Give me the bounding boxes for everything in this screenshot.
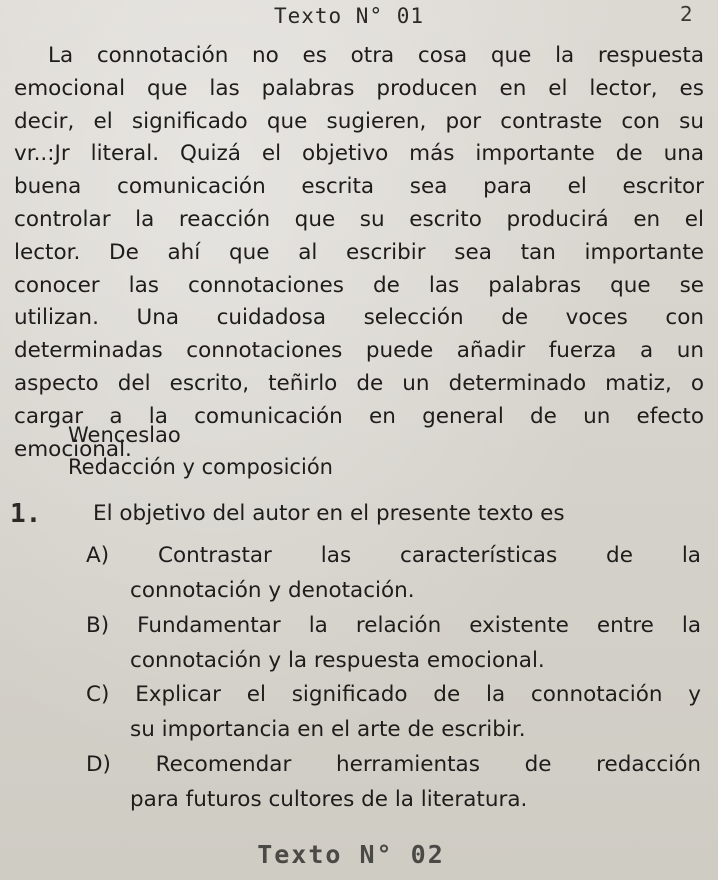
- reading-passage: [14, 40, 704, 466]
- option-d[interactable]: [86, 747, 701, 817]
- passage-line: decir, el significado que sugieren, por contraste con su: [14, 108, 704, 134]
- option-c-line-2: su importancia en el arte de escribir.: [130, 717, 526, 742]
- option-a-line-1: A) Contrastar las características de la: [86, 543, 701, 568]
- passage-line: La connotación no es otra cosa que la respuesta: [48, 43, 704, 68]
- source-author: Wenceslao: [68, 423, 181, 447]
- passage-line: emocional.: [14, 436, 132, 462]
- passage-line: cargar a la comunicación en general de un efecto: [14, 403, 704, 429]
- passage-line: emocional que las palabras producen en el lector, es: [14, 75, 704, 101]
- text-1-heading: Texto N° 01: [273, 4, 425, 28]
- option-b-line-2: connotación y la respuesta emocional.: [130, 648, 545, 673]
- question-number: 1.: [10, 499, 42, 529]
- passage-line: determinadas connotaciones puede añadir fuerza a un: [14, 338, 704, 364]
- option-a-line-2: connotación y denotación.: [130, 578, 415, 603]
- passage-line: lector. De ahí que al escribir sea tan importante: [14, 239, 704, 265]
- passage-line: utilizan. Una cuidadosa selección de voces con: [14, 305, 704, 331]
- option-d-line-1: D) Recomendar herramientas de redacción: [86, 752, 701, 777]
- option-a[interactable]: [86, 538, 701, 608]
- question-stem: El objetivo del autor en el presente texto es: [93, 501, 565, 526]
- option-b[interactable]: [86, 608, 701, 678]
- passage-line: conocer las connotaciones de las palabras que se: [14, 272, 704, 298]
- option-b-line-1: B) Fundamentar la relación existente entre la: [86, 613, 701, 638]
- passage-line: vr..:Jr literal. Quizá el objetivo más importante de una: [14, 141, 704, 167]
- passage-line: buena comunicación escrita sea para el escritor: [14, 174, 704, 200]
- passage-line: controlar la reacción que su escrito producirá en el: [14, 206, 704, 232]
- text-2-heading: Texto N° 02: [257, 840, 445, 869]
- source-book: Redacción y composición: [68, 455, 333, 479]
- option-c-line-1: C) Explicar el significado de la connotación y: [86, 682, 701, 707]
- passage-line: aspecto del escrito, teñirlo de un determinado matiz, o: [14, 370, 704, 396]
- option-d-line-2: para futuros cultores de la literatura.: [130, 787, 528, 812]
- option-c[interactable]: [86, 677, 701, 747]
- corner-mark: 2: [680, 2, 693, 26]
